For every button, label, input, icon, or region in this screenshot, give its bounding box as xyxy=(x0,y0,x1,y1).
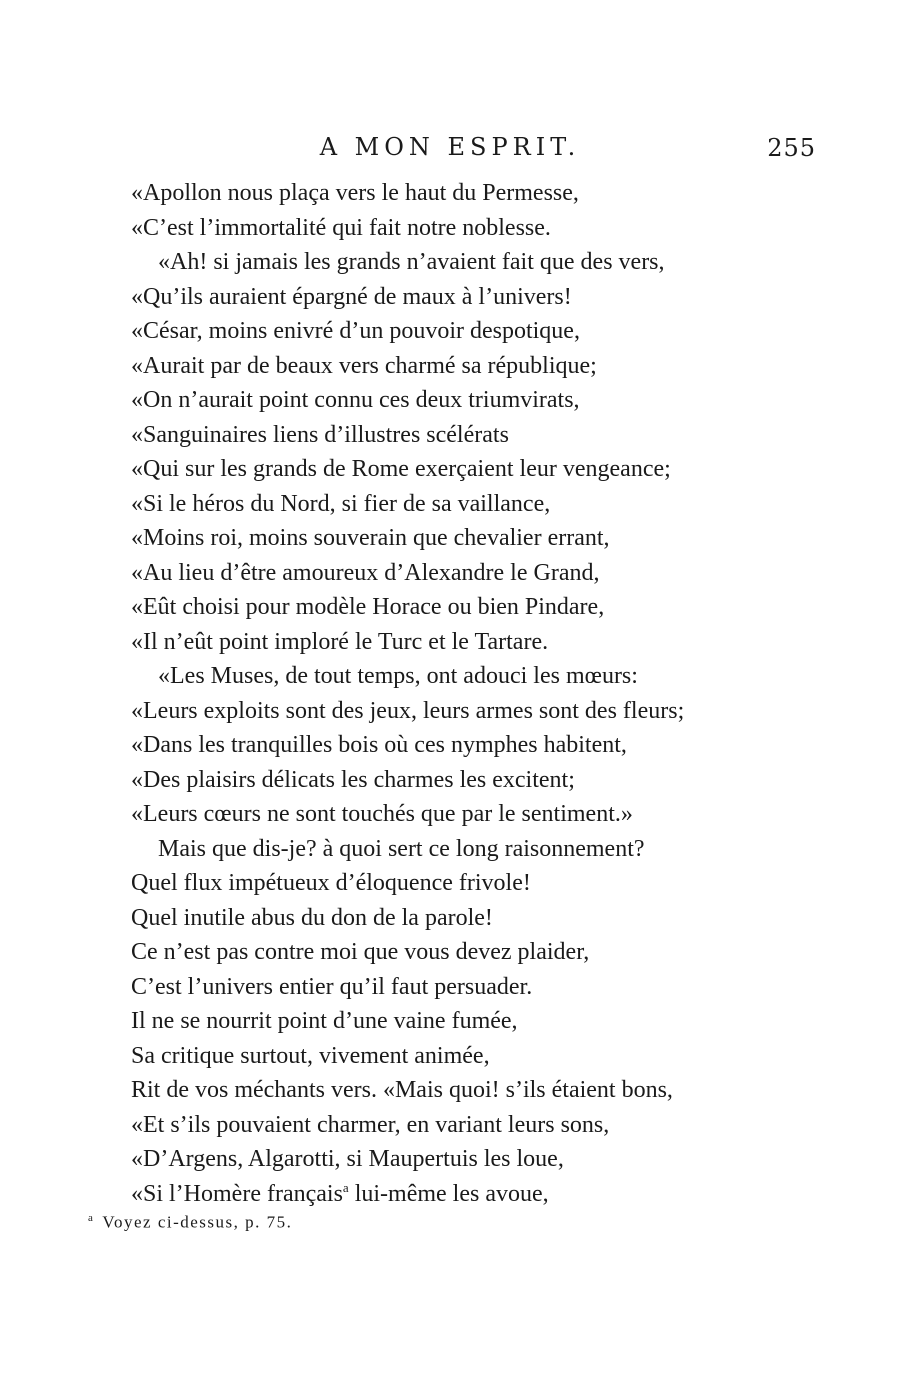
verse-line xyxy=(131,1177,791,1212)
verse-line xyxy=(131,280,791,315)
footnote-text: Voyez ci-dessus, p. 75. xyxy=(102,1212,293,1232)
verse-line xyxy=(131,556,791,591)
verse-line xyxy=(131,832,791,867)
verse-line xyxy=(131,797,791,832)
verse-line xyxy=(131,1004,791,1039)
verse-line-text: «Eût choisi pour modèle Horace ou bien Pindare, xyxy=(131,594,605,620)
verse-line-text: Il ne se nourrit point d’une vaine fumée, xyxy=(131,1008,518,1034)
verse-line-text: «Aurait par de beaux vers charmé sa république; xyxy=(131,352,597,379)
verse-line xyxy=(131,1039,791,1074)
verse-line xyxy=(131,1142,791,1177)
verse-line-text: Rit de vos méchants vers. «Mais quoi! s’ils étaient bons, xyxy=(131,1077,673,1103)
verse-line-text: «Moins roi, moins souverain que chevalier errant, xyxy=(131,525,610,551)
verse-line-text: Sa critique surtout, vivement animée, xyxy=(131,1042,490,1069)
verse-line xyxy=(131,935,791,970)
verse-line xyxy=(131,728,791,763)
verse-line xyxy=(131,418,791,453)
verse-line xyxy=(131,1108,791,1143)
verse-line-text: «Qui sur les grands de Rome exerçaient leur vengeance; xyxy=(131,456,671,482)
verse-line xyxy=(131,211,791,246)
footnote-mark: a xyxy=(88,1212,95,1224)
verse-line xyxy=(131,176,791,211)
verse-line xyxy=(131,866,791,901)
footnote xyxy=(88,1212,292,1233)
verse-line xyxy=(131,763,791,798)
verse-line xyxy=(131,1073,791,1108)
verse-line-text: «Qu’ils auraient épargné de maux à l’univers! xyxy=(131,283,572,310)
verse-line xyxy=(131,521,791,556)
verse-line-text: Quel flux impétueux d’éloquence frivole! xyxy=(131,870,531,896)
verse-line xyxy=(131,383,791,418)
verse-line-text: Ce n’est pas contre moi que vous devez plaider, xyxy=(131,939,590,965)
verse-line-text: «Au lieu d’être amoureux d’Alexandre le Grand, xyxy=(131,559,600,586)
verse-line-text: «Apollon nous plaça vers le haut du Permesse, xyxy=(131,180,579,206)
verse-line-text: «Leurs exploits sont des jeux, leurs armes sont des fleurs; xyxy=(131,697,685,724)
footnote-reference: a xyxy=(342,1179,349,1195)
verse-line xyxy=(131,694,791,729)
verse-line xyxy=(131,590,791,625)
verse-line xyxy=(131,245,791,280)
verse-line-text: «Leurs cœurs ne sont touchés que par le sentiment.» xyxy=(131,801,633,827)
verse-line-text: «Et s’ils pouvaient charmer, en variant leurs sons, xyxy=(131,1111,610,1138)
verse-line-text: «C’est l’immortalité qui fait notre noblesse. xyxy=(131,214,551,241)
verse-line-text: C’est l’univers entier qu’il faut persuader. xyxy=(131,973,533,1000)
verse-line xyxy=(131,452,791,487)
verse-line xyxy=(131,659,791,694)
verse-line xyxy=(131,901,791,936)
verse-line-text: «D’Argens, Algarotti, si Maupertuis les loue, xyxy=(131,1146,564,1172)
verse-line xyxy=(131,314,791,349)
verse-line-text: «Les Muses, de tout temps, ont adouci les mœurs: xyxy=(158,663,638,689)
verse-block xyxy=(131,176,791,1211)
running-title-text: A MON ESPRIT. xyxy=(319,133,581,161)
verse-line-text: «On n’aurait point connu ces deux triumvirats, xyxy=(131,387,580,413)
verse-line-text: «Sanguinaires liens d’illustres scélérats xyxy=(131,421,509,448)
verse-line-text: «Si le héros du Nord, si fier de sa vaillance, xyxy=(131,490,551,517)
running-title xyxy=(0,133,900,161)
verse-line xyxy=(131,487,791,522)
verse-line-text: Quel inutile abus du don de la parole! xyxy=(131,904,493,931)
verse-line-text: «Ah! si jamais les grands n’avaient fait que des vers, xyxy=(158,249,665,275)
verse-line xyxy=(131,349,791,384)
verse-line-text: «Des plaisirs délicats les charmes les excitent; xyxy=(131,766,575,793)
verse-line-text-after: lui-même les avoue, xyxy=(348,1180,549,1207)
verse-line-text: «Si l’Homère français xyxy=(131,1180,343,1207)
verse-line-text: «Il n’eût point imploré le Turc et le Tartare. xyxy=(131,628,549,655)
verse-line-text: «César, moins enivré d’un pouvoir despotique, xyxy=(131,318,580,344)
verse-line-text: Mais que dis-je? à quoi sert ce long raisonnement? xyxy=(158,835,645,862)
page-number: 255 xyxy=(767,134,816,162)
verse-line-text: «Dans les tranquilles bois où ces nymphes habitent, xyxy=(131,732,627,758)
verse-line xyxy=(131,970,791,1005)
verse-line xyxy=(131,625,791,660)
